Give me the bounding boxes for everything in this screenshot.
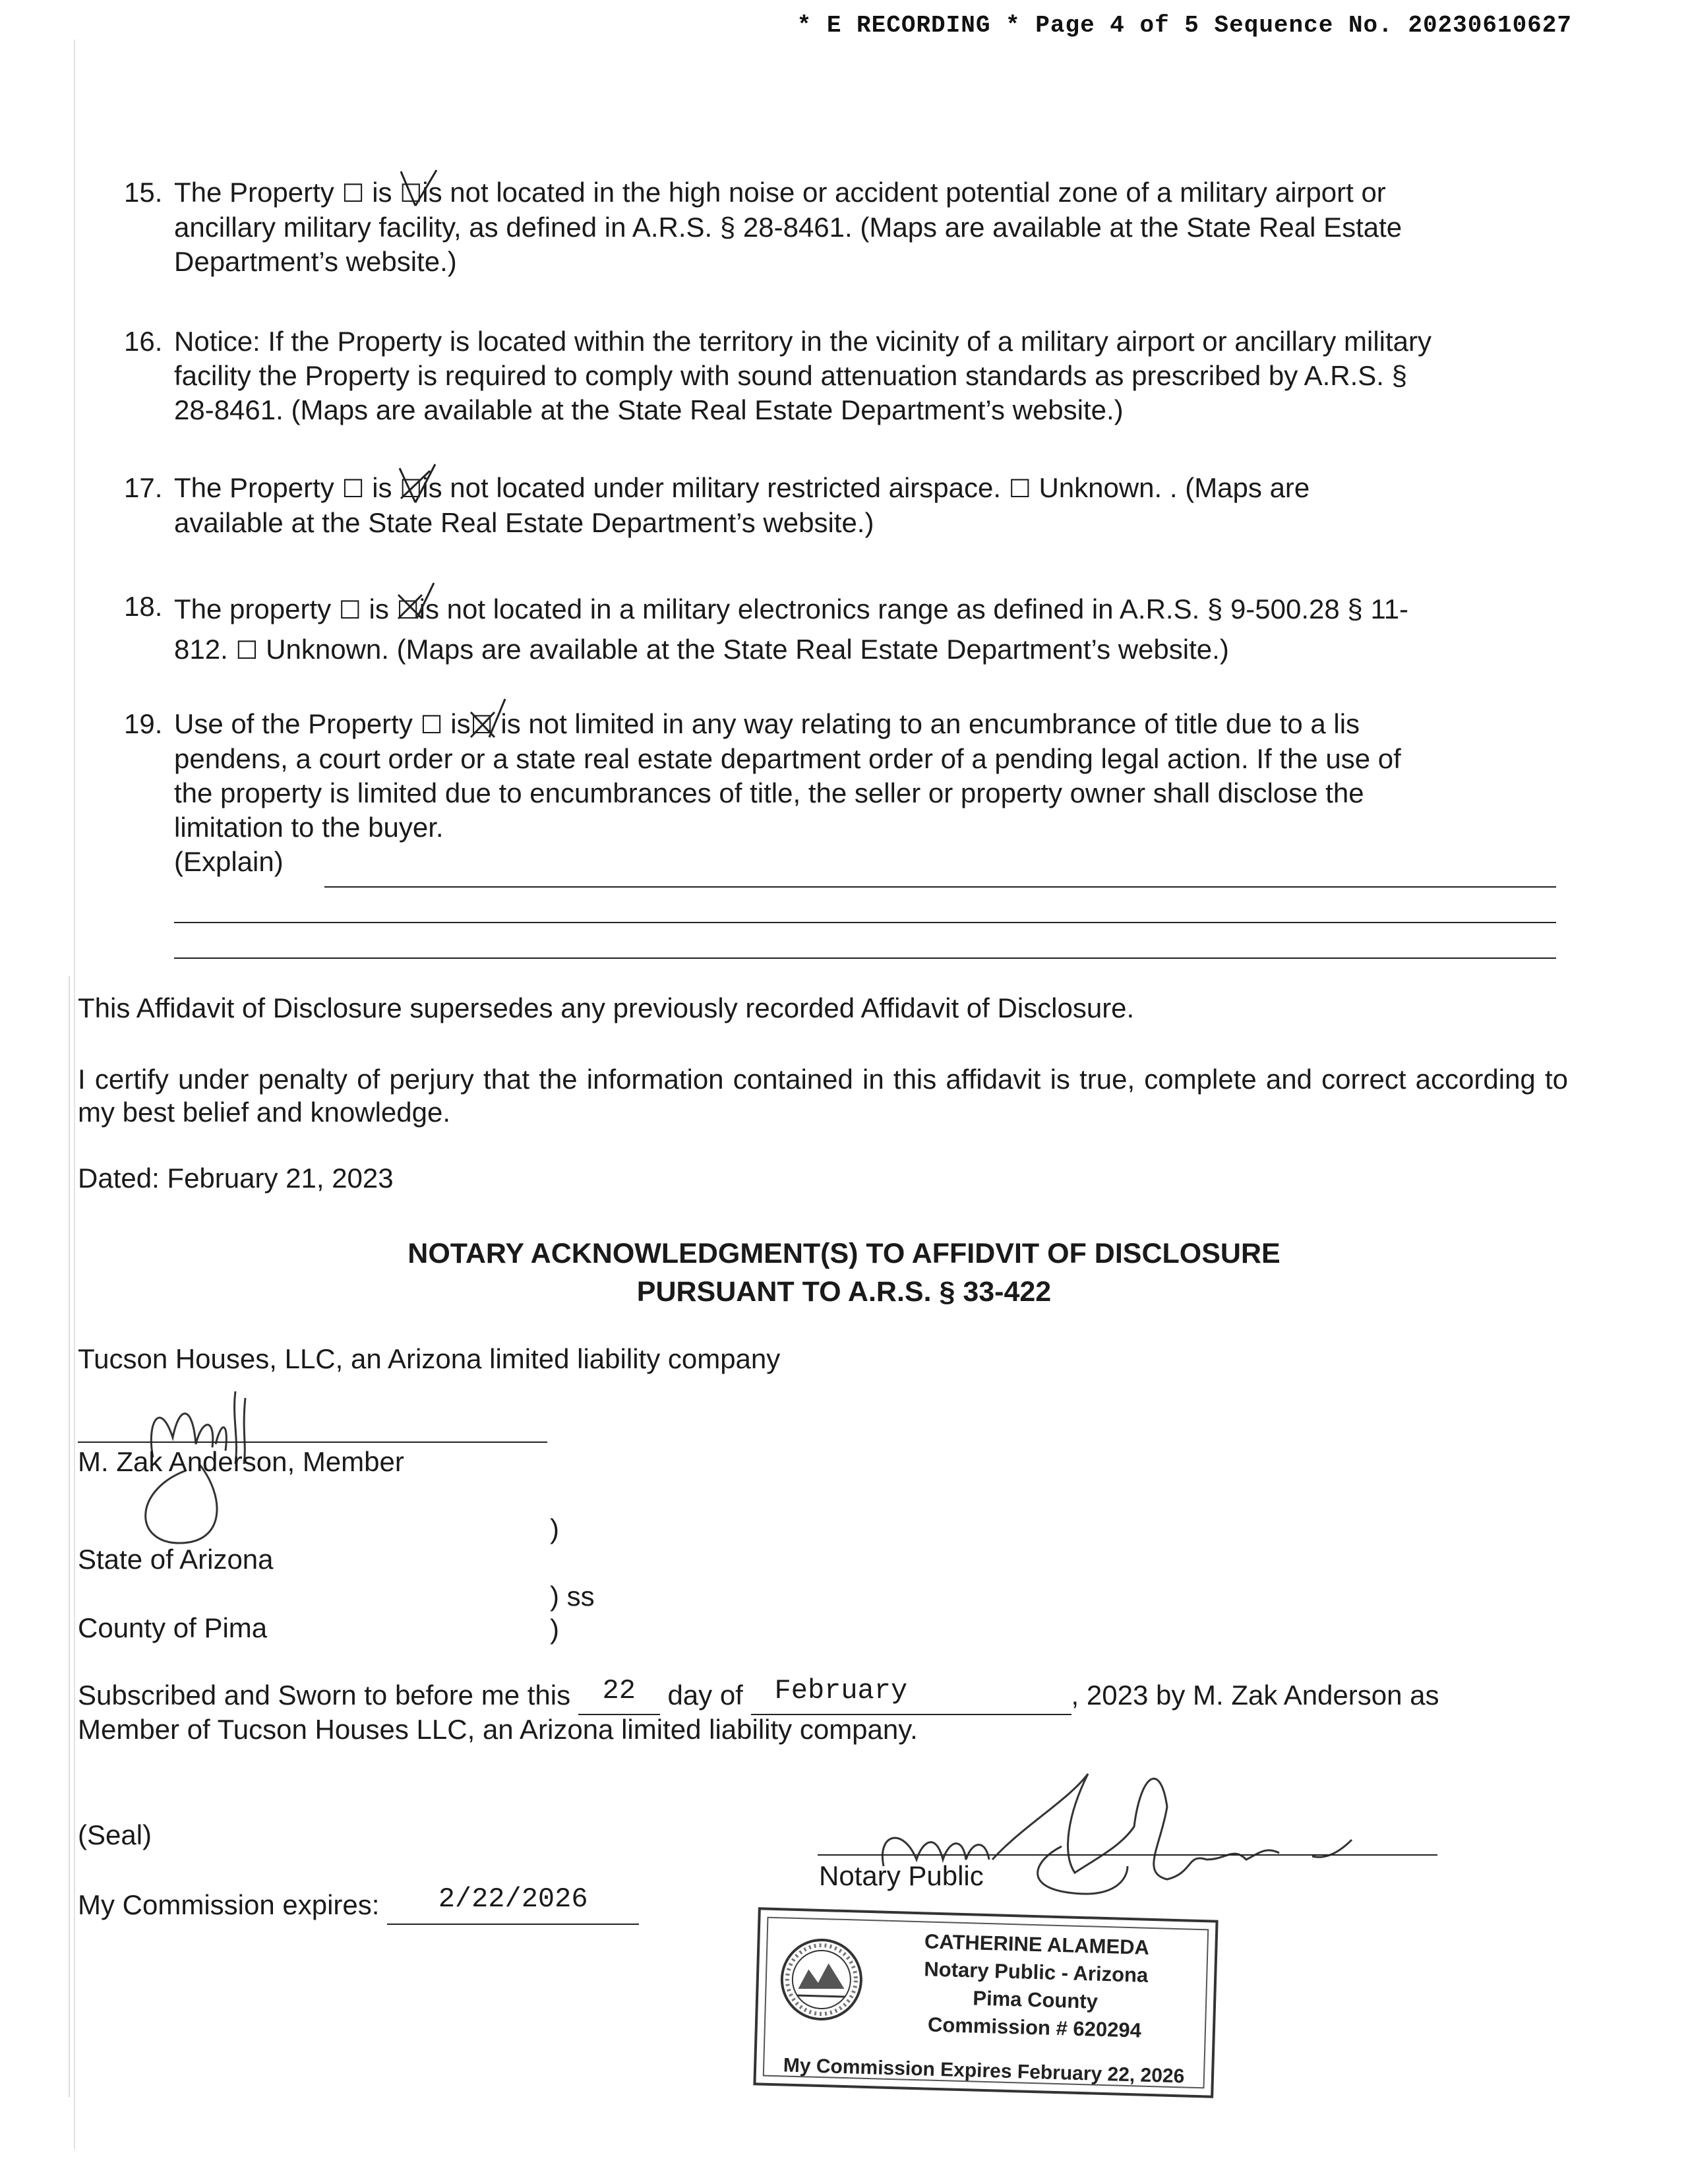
stamp-expires: My Commission Expires February 22, 2026 (783, 2054, 1185, 2088)
item-number: 17. (124, 472, 163, 503)
item-15-line-2: ancillary military facility, as defined in A.R.S. § 28-8461. (Maps are available at the State Real Estate (174, 212, 1402, 243)
item-17-line-2: available at the State Real Estate Department’s website.) (174, 507, 874, 538)
checkbox-is[interactable]: ☐ (342, 474, 365, 503)
subscribed-line-2: Member of Tucson Houses LLC, an Arizona limited liability company. (78, 1714, 918, 1745)
signer-name: M. Zak Anderson, Member (78, 1446, 404, 1477)
item-number: 19. (124, 708, 163, 739)
item-19-line-3: the property is limited due to encumbrances of title, the seller or property owner shall disclose the (174, 777, 1364, 808)
checkbox-is-not-checked[interactable]: ☐ (471, 707, 493, 742)
subscribed-line-1: Subscribed and Sworn to before me this 22 day of February , 2023 by M. Zak Anderson as (78, 1679, 1568, 1715)
notary-stamp (753, 1907, 1218, 2098)
item-17-line-1: The Property ☐ is ☐ is not located under military restricted airspace. ☐ Unknown. . (Maps are (174, 471, 1561, 506)
item-number: 15. (124, 177, 163, 208)
commission-expires-field[interactable]: 2/22/2026 (387, 1889, 639, 1925)
item-15-line-3: Department’s website.) (174, 246, 457, 277)
stamp-name: CATHERINE ALAMEDA (924, 1929, 1150, 1959)
scan-margin-line (74, 40, 75, 2150)
member-signature-line[interactable] (78, 1441, 547, 1443)
supersedes-statement: This Affidavit of Disclosure supersedes any previously recorded Affidavit of Disclosure. (78, 992, 1135, 1023)
seal-label: (Seal) (78, 1819, 152, 1850)
checkbox-unknown[interactable]: ☐ (235, 636, 258, 665)
stamp-commission: Commission # 620294 (927, 2013, 1142, 2042)
explain-line-3[interactable] (174, 957, 1556, 959)
item-18 (124, 590, 1561, 670)
item-18-line-2: 812. ☐ Unknown. (Maps are available at the State Real Estate Department’s website.) (174, 634, 1229, 665)
item-19 (124, 707, 1561, 879)
day-field[interactable]: 22 (578, 1679, 660, 1715)
commission-line: My Commission expires: 2/22/2026 (78, 1889, 1568, 1925)
notary-title-line-2: PURSUANT TO A.R.S. § 33-422 (636, 1276, 1052, 1308)
scan-margin-line-lower (69, 976, 70, 2097)
checkbox-is[interactable]: ☐ (342, 179, 365, 208)
checkbox-is[interactable]: ☐ (338, 595, 361, 624)
venue-paren-3: ) (550, 1614, 559, 1645)
venue-state: State of Arizona (78, 1544, 274, 1575)
month-field[interactable]: February (751, 1679, 1071, 1715)
explain-label: (Explain) (174, 846, 284, 877)
company-name: Tucson Houses, LLC, an Arizona limited liability company (78, 1343, 781, 1374)
item-16-line-2: facility the Property is required to comply with sound attenuation standards as prescribed by A.R.S. § (174, 360, 1407, 391)
item-19-line-4: limitation to the buyer. (174, 812, 444, 843)
venue-paren-1: ) (550, 1513, 559, 1544)
checkbox-unknown[interactable]: ☐ (1008, 474, 1031, 503)
item-18-line-1: The property ☐ is ☐ is not located in a military electronics range as defined in A.R.S. § 9-500.28 § 11- (174, 590, 1561, 630)
stamp-county: Pima County (972, 1986, 1099, 2013)
notary-public-label: Notary Public (819, 1860, 984, 1891)
item-19-line-2: pendens, a court order or a state real estate department order of a pending legal action. If the use of (174, 743, 1401, 774)
venue-county: County of Pima (78, 1612, 268, 1643)
item-17 (124, 471, 1561, 540)
venue-paren-ss: ) ss (550, 1581, 595, 1612)
item-16 (124, 324, 1561, 427)
checkbox-is-not-checked[interactable]: ☐ (400, 175, 422, 210)
certification-statement: I certify under penalty of perjury that the information contained in this affidavit is true, complete and correct according to my best belief and knowledge. (78, 1064, 1568, 1128)
dated-line: Dated: February 21, 2023 (78, 1163, 394, 1194)
checkbox-is-not-checked[interactable]: ☐ (400, 471, 422, 506)
notary-signature-line[interactable] (818, 1854, 1437, 1856)
item-19-line-1: Use of the Property ☐ is☐ is not limited in any way relating to an encumbrance of title due to a lis (174, 707, 1561, 742)
checkbox-is[interactable]: ☐ (420, 710, 443, 739)
checkbox-is-not-checked[interactable]: ☐ (397, 590, 419, 630)
item-15-line-1: The Property ☐ is ☐ is not located in the high noise or accident potential zone of a military airport or (174, 175, 1561, 210)
item-number: 16. (124, 326, 163, 357)
item-number: 18. (124, 591, 163, 622)
item-16-line-1: Notice: If the Property is located within the territory in the vicinity of a military airport or ancillary military (174, 326, 1432, 357)
recording-header: * E RECORDING * Page 4 of 5 Sequence No. 20230610627 (797, 12, 1572, 39)
item-15 (124, 175, 1561, 279)
arizona-state-seal-icon (777, 1935, 866, 2024)
notary-title-line-1: NOTARY ACKNOWLEDGMENT(S) TO AFFIDVIT OF DISCLOSURE (407, 1238, 1281, 1269)
explain-line-1[interactable] (324, 886, 1556, 888)
item-16-line-3: 28-8461. (Maps are available at the State Real Estate Department’s website.) (174, 394, 1124, 425)
stamp-title: Notary Public - Arizona (923, 1957, 1149, 1987)
explain-line-2[interactable] (174, 922, 1556, 923)
